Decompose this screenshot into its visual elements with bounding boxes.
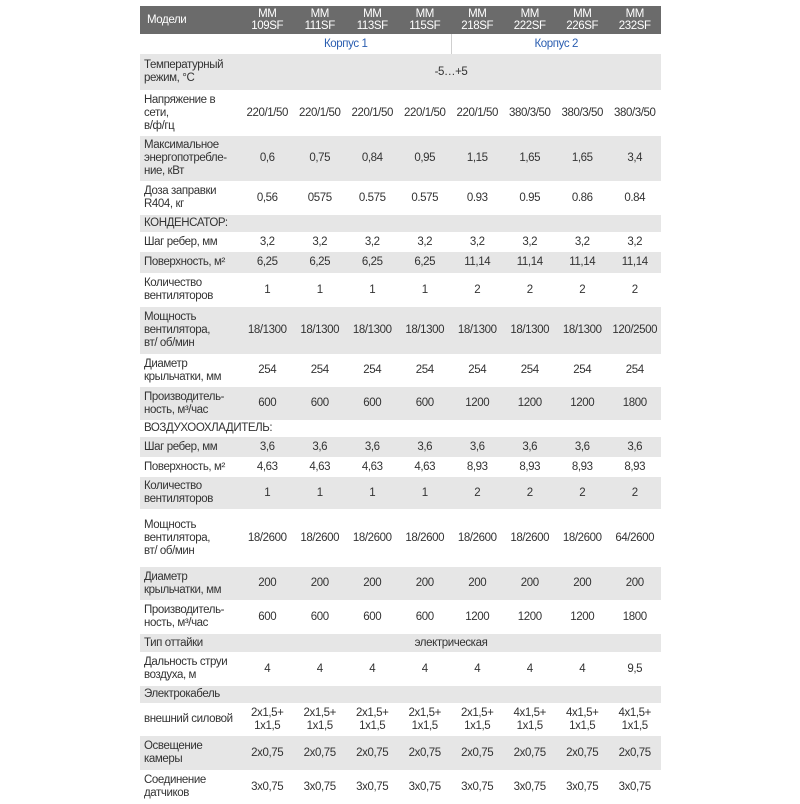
table-row	[140, 736, 661, 770]
value-cell: 2	[556, 477, 609, 509]
value-cell: 3,2	[451, 232, 504, 252]
value-cell: 600	[346, 600, 399, 634]
value-cell: 254	[294, 354, 347, 387]
value-cell: 220/1/50	[241, 90, 294, 136]
table-row	[140, 437, 661, 457]
section-row	[140, 420, 661, 437]
row-label	[140, 90, 241, 136]
spec-table-body	[140, 54, 661, 804]
value-cell: 2	[504, 477, 557, 509]
text-line: Освещение	[144, 740, 203, 752]
text-line: Количество	[144, 277, 202, 289]
value-cell: 3,2	[399, 232, 452, 252]
text-line: 1х1,5	[621, 719, 648, 732]
text-line: крыльчатки, мм	[144, 583, 222, 596]
model-header-232sf	[609, 6, 662, 34]
value-cell: 4	[451, 652, 504, 686]
text-line: энергопотребле-	[144, 152, 227, 164]
value-cell: 220/1/50	[399, 90, 452, 136]
text-line: 2х1,5+	[356, 706, 389, 719]
table-row	[140, 770, 661, 804]
value-cell: 2	[504, 273, 557, 307]
text-line: Диаметр	[144, 570, 188, 583]
table-row	[140, 600, 661, 634]
value-cell: 0.86	[556, 181, 609, 215]
text-line: 1х1,5	[359, 719, 386, 732]
value-cell	[451, 703, 504, 736]
text-line: ность, м³/час	[144, 403, 209, 416]
section-label	[140, 420, 661, 437]
value-cell: 3х0,75	[399, 770, 452, 804]
text-line: в/ф/гц	[144, 119, 175, 132]
value-cell: 6,25	[346, 252, 399, 273]
value-cell: 1,15	[451, 136, 504, 181]
value-cell: 1	[346, 477, 399, 509]
value-cell: 2	[609, 477, 662, 509]
value-cell: 3,6	[609, 437, 662, 457]
text-line: Электрокабель	[144, 688, 220, 700]
row-label	[140, 652, 241, 686]
table-row	[140, 703, 661, 736]
value-cell: 380/3/50	[609, 90, 662, 136]
value-cell: 200	[399, 567, 452, 600]
table-row	[140, 273, 661, 307]
spec-table	[140, 6, 661, 804]
value-cell: 2х0,75	[346, 736, 399, 770]
value-cell: 1,65	[556, 136, 609, 181]
text-line: вентилятора,	[144, 324, 211, 336]
value-cell: 200	[609, 567, 662, 600]
value-cell: 18/2600	[241, 509, 294, 567]
value-cell	[399, 703, 452, 736]
model-header-111sf	[294, 6, 347, 34]
text-line: 4х1,5+	[566, 706, 599, 719]
value-cell: 3,6	[294, 437, 347, 457]
value-cell: 18/1300	[346, 307, 399, 354]
text-line: 218SF	[461, 20, 494, 32]
text-line: 1х1,5	[464, 719, 491, 732]
text-line: 2х1,5+	[303, 706, 336, 719]
text-line: 232SF	[618, 20, 651, 32]
text-line: ММ	[310, 8, 329, 20]
value-cell: 18/1300	[504, 307, 557, 354]
value-cell: 18/1300	[556, 307, 609, 354]
section-label	[140, 686, 661, 703]
value-cell: 18/1300	[241, 307, 294, 354]
value-cell	[294, 703, 347, 736]
value-cell: 1	[241, 477, 294, 509]
text-line: ММ	[625, 8, 644, 20]
text-line: сети,	[144, 106, 169, 119]
value-cell: 254	[399, 354, 452, 387]
value-cell: 600	[399, 387, 452, 420]
value-cell: 18/2600	[504, 509, 557, 567]
value-cell: 0,56	[241, 181, 294, 215]
row-label	[140, 509, 241, 567]
value-cell: 600	[399, 600, 452, 634]
value-cell: 3,2	[504, 232, 557, 252]
value-cell: 600	[294, 600, 347, 634]
text-line: Диаметр	[144, 357, 188, 370]
text-line: Производитель-	[144, 390, 225, 403]
row-label	[140, 600, 241, 634]
text-line: вт/ об/мин	[144, 337, 195, 349]
text-line: Температурный	[144, 59, 224, 71]
row-label	[140, 273, 241, 307]
text-line: вентилятора,	[144, 531, 211, 544]
value-cell: 220/1/50	[346, 90, 399, 136]
value-cell: 0,75	[294, 136, 347, 181]
value-cell: 8,93	[504, 457, 557, 477]
value-cell: 220/1/50	[294, 90, 347, 136]
value-cell: 3х0,75	[241, 770, 294, 804]
text-line: ММ	[468, 8, 487, 20]
value-cell: 3,6	[346, 437, 399, 457]
value-cell: 200	[294, 567, 347, 600]
value-cell: 3х0,75	[556, 770, 609, 804]
model-header-115sf	[399, 6, 452, 34]
text-line: 4х1,5+	[618, 706, 651, 719]
row-label	[140, 354, 241, 387]
row-label	[140, 567, 241, 600]
text-line: датчиков	[144, 787, 190, 799]
model-header-109sf	[241, 6, 294, 34]
model-header-222sf	[504, 6, 557, 34]
section-row	[140, 686, 661, 703]
value-cell: 3х0,75	[451, 770, 504, 804]
spanned-value: электрическая	[241, 634, 661, 652]
text-line: Дальность струи	[144, 656, 228, 668]
corpus-2-label: Корпус 2	[451, 34, 661, 54]
section-label	[140, 215, 661, 232]
text-line: Доза заправки	[144, 185, 217, 197]
corpus-row	[140, 34, 661, 54]
value-cell: 0.95	[504, 181, 557, 215]
value-cell: 220/1/50	[451, 90, 504, 136]
text-line: ММ	[363, 8, 382, 20]
models-header-label: Модели	[140, 6, 241, 34]
text-line: ММ	[258, 8, 277, 20]
table-row	[140, 567, 661, 600]
value-cell: 4,63	[399, 457, 452, 477]
text-line: ность, м³/час	[144, 617, 209, 629]
row-label	[140, 770, 241, 804]
value-cell: 2	[451, 477, 504, 509]
text-line: Напряжение в	[144, 93, 216, 106]
value-cell: 1200	[451, 600, 504, 634]
value-cell: 3х0,75	[294, 770, 347, 804]
value-cell: 4,63	[294, 457, 347, 477]
row-label	[140, 437, 241, 457]
value-cell: 1,65	[504, 136, 557, 181]
text-line: Поверхность, м²	[144, 256, 225, 268]
text-line: режим, °С	[144, 72, 195, 84]
text-line: 115SF	[409, 20, 441, 32]
text-line: Шаг ребер, мм	[144, 440, 218, 453]
value-cell: 200	[556, 567, 609, 600]
value-cell: 1	[241, 273, 294, 307]
value-cell: 11,14	[609, 252, 662, 273]
value-cell: 4	[346, 652, 399, 686]
value-cell: 200	[346, 567, 399, 600]
header-row	[140, 6, 661, 34]
text-line: Мощность	[144, 311, 197, 323]
row-label	[140, 736, 241, 770]
text-line: Количество	[144, 480, 202, 492]
text-line: 109SF	[251, 20, 284, 32]
value-cell: 0,84	[346, 136, 399, 181]
table-row	[140, 457, 661, 477]
value-cell: 1	[399, 477, 452, 509]
text-line: 1х1,5	[569, 719, 596, 732]
text-line: 2х1,5+	[251, 706, 284, 719]
value-cell: 11,14	[556, 252, 609, 273]
value-cell: 600	[294, 387, 347, 420]
value-cell: 3х0,75	[346, 770, 399, 804]
value-cell: 6,25	[241, 252, 294, 273]
value-cell: 8,93	[451, 457, 504, 477]
value-cell: 2х0,75	[241, 736, 294, 770]
value-cell: 18/2600	[294, 509, 347, 567]
value-cell: 1200	[556, 387, 609, 420]
value-cell: 1800	[609, 600, 662, 634]
value-cell: 2	[556, 273, 609, 307]
text-line: 1х1,5	[306, 719, 333, 732]
value-cell: 8,93	[609, 457, 662, 477]
spec-table-container	[140, 6, 661, 804]
value-cell: 380/3/50	[504, 90, 557, 136]
model-header-113sf	[346, 6, 399, 34]
row-label	[140, 477, 241, 509]
model-header-218sf	[451, 6, 504, 34]
value-cell: 4	[556, 652, 609, 686]
text-line: воздуха, м	[144, 669, 197, 681]
table-row	[140, 181, 661, 215]
value-cell	[504, 703, 557, 736]
table-row	[140, 54, 661, 90]
row-label	[140, 703, 241, 736]
text-line: КОНДЕНСАТОР:	[144, 217, 228, 229]
text-line: ММ	[415, 8, 434, 20]
value-cell: 3х0,75	[609, 770, 662, 804]
text-line: 1х1,5	[254, 719, 281, 732]
text-line: 2х1,5+	[461, 706, 494, 719]
value-cell: 6,25	[399, 252, 452, 273]
text-line: Шаг ребер, мм	[144, 235, 218, 248]
section-row	[140, 215, 661, 232]
table-row	[140, 354, 661, 387]
table-row	[140, 477, 661, 509]
value-cell: 254	[556, 354, 609, 387]
value-cell: 1800	[609, 387, 662, 420]
value-cell: 1	[399, 273, 452, 307]
value-cell: 2х0,75	[504, 736, 557, 770]
value-cell: 3,6	[241, 437, 294, 457]
value-cell: 4,63	[241, 457, 294, 477]
value-cell: 2	[609, 273, 662, 307]
value-cell: 1200	[504, 600, 557, 634]
value-cell: 3,2	[609, 232, 662, 252]
value-cell: 1200	[504, 387, 557, 420]
text-line: Соединение	[144, 774, 206, 786]
text-line: 113SF	[356, 20, 388, 32]
value-cell: 3,6	[399, 437, 452, 457]
value-cell: 18/2600	[556, 509, 609, 567]
text-line: Мощность	[144, 518, 197, 531]
value-cell: 200	[504, 567, 557, 600]
value-cell: 4	[504, 652, 557, 686]
value-cell: 9,5	[609, 652, 662, 686]
value-cell: 200	[451, 567, 504, 600]
table-row	[140, 634, 661, 652]
value-cell: 2	[451, 273, 504, 307]
row-label	[140, 181, 241, 215]
value-cell: 2х0,75	[294, 736, 347, 770]
value-cell: 0.93	[451, 181, 504, 215]
value-cell: 254	[241, 354, 294, 387]
row-label	[140, 136, 241, 181]
value-cell: 0.575	[399, 181, 452, 215]
value-cell: 8,93	[556, 457, 609, 477]
value-cell: 0.84	[609, 181, 662, 215]
text-line: ВОЗДУХООХЛАДИТЕЛЬ:	[144, 422, 273, 434]
text-line: 4х1,5+	[513, 706, 546, 719]
value-cell: 1	[346, 273, 399, 307]
row-label	[140, 252, 241, 273]
table-row	[140, 509, 661, 567]
text-line: вт/ об/мин	[144, 544, 195, 557]
value-cell: 64/2600	[609, 509, 662, 567]
value-cell: 3,2	[241, 232, 294, 252]
value-cell: 18/1300	[294, 307, 347, 354]
value-cell	[346, 703, 399, 736]
text-line: 222SF	[513, 20, 546, 32]
value-cell: 11,14	[504, 252, 557, 273]
value-cell: 1200	[556, 600, 609, 634]
value-cell: 4	[399, 652, 452, 686]
value-cell: 2х0,75	[556, 736, 609, 770]
value-cell: 0575	[294, 181, 347, 215]
value-cell: 3,2	[346, 232, 399, 252]
table-row	[140, 232, 661, 252]
value-cell: 200	[241, 567, 294, 600]
value-cell: 600	[346, 387, 399, 420]
value-cell	[609, 703, 662, 736]
value-cell: 380/3/50	[556, 90, 609, 136]
text-line: 2х1,5+	[408, 706, 441, 719]
text-line: R404, кг	[144, 198, 184, 210]
value-cell	[556, 703, 609, 736]
value-cell: 18/2600	[346, 509, 399, 567]
text-line: ММ	[520, 8, 539, 20]
value-cell: 0,95	[399, 136, 452, 181]
text-line: 1х1,5	[411, 719, 438, 732]
text-line: Тип оттайки	[144, 636, 203, 649]
value-cell: 0,6	[241, 136, 294, 181]
corpus-spacer	[140, 34, 241, 54]
text-line: 1х1,5	[516, 719, 543, 732]
value-cell: 18/2600	[399, 509, 452, 567]
value-cell: 254	[609, 354, 662, 387]
row-label	[140, 457, 241, 477]
value-cell: 3,2	[294, 232, 347, 252]
text-line: вентиляторов	[144, 493, 213, 505]
value-cell: 3,2	[556, 232, 609, 252]
spanned-value: -5…+5	[241, 54, 661, 90]
value-cell: 120/2500	[609, 307, 662, 354]
text-line: вентиляторов	[144, 290, 213, 302]
table-row	[140, 136, 661, 181]
row-label	[140, 232, 241, 252]
table-row	[140, 307, 661, 354]
text-line: Поверхность, м²	[144, 460, 225, 473]
value-cell: 1	[294, 273, 347, 307]
corpus-1-label: Корпус 1	[241, 34, 451, 54]
value-cell: 3,6	[556, 437, 609, 457]
value-cell	[241, 703, 294, 736]
model-header-226sf	[556, 6, 609, 34]
text-line: внешний силовой	[144, 713, 233, 725]
value-cell: 18/1300	[399, 307, 452, 354]
value-cell: 3,4	[609, 136, 662, 181]
value-cell: 254	[504, 354, 557, 387]
value-cell: 3х0,75	[504, 770, 557, 804]
value-cell: 4	[294, 652, 347, 686]
table-row	[140, 652, 661, 686]
text-line: 226SF	[566, 20, 599, 32]
row-label	[140, 634, 241, 652]
value-cell: 2х0,75	[609, 736, 662, 770]
row-label	[140, 307, 241, 354]
text-line: ММ	[573, 8, 592, 20]
value-cell: 1200	[451, 387, 504, 420]
value-cell: 0.575	[346, 181, 399, 215]
value-cell: 18/2600	[451, 509, 504, 567]
row-label	[140, 387, 241, 420]
text-line: 111SF	[304, 20, 335, 32]
value-cell: 18/1300	[451, 307, 504, 354]
value-cell: 4	[241, 652, 294, 686]
value-cell: 600	[241, 387, 294, 420]
table-row	[140, 252, 661, 273]
value-cell: 1	[294, 477, 347, 509]
value-cell: 3,6	[451, 437, 504, 457]
table-row	[140, 90, 661, 136]
value-cell: 3,6	[504, 437, 557, 457]
text-line: камеры	[144, 753, 183, 765]
text-line: крыльчатки, мм	[144, 370, 222, 383]
row-label	[140, 54, 241, 90]
table-row	[140, 387, 661, 420]
value-cell: 4,63	[346, 457, 399, 477]
text-line: Максимальное	[144, 139, 219, 151]
value-cell: 254	[346, 354, 399, 387]
value-cell: 11,14	[451, 252, 504, 273]
value-cell: 600	[241, 600, 294, 634]
value-cell: 6,25	[294, 252, 347, 273]
text-line: ние, кВт	[144, 165, 184, 177]
text-line: Производитель-	[144, 604, 225, 616]
value-cell: 2х0,75	[451, 736, 504, 770]
value-cell: 2х0,75	[399, 736, 452, 770]
value-cell: 254	[451, 354, 504, 387]
